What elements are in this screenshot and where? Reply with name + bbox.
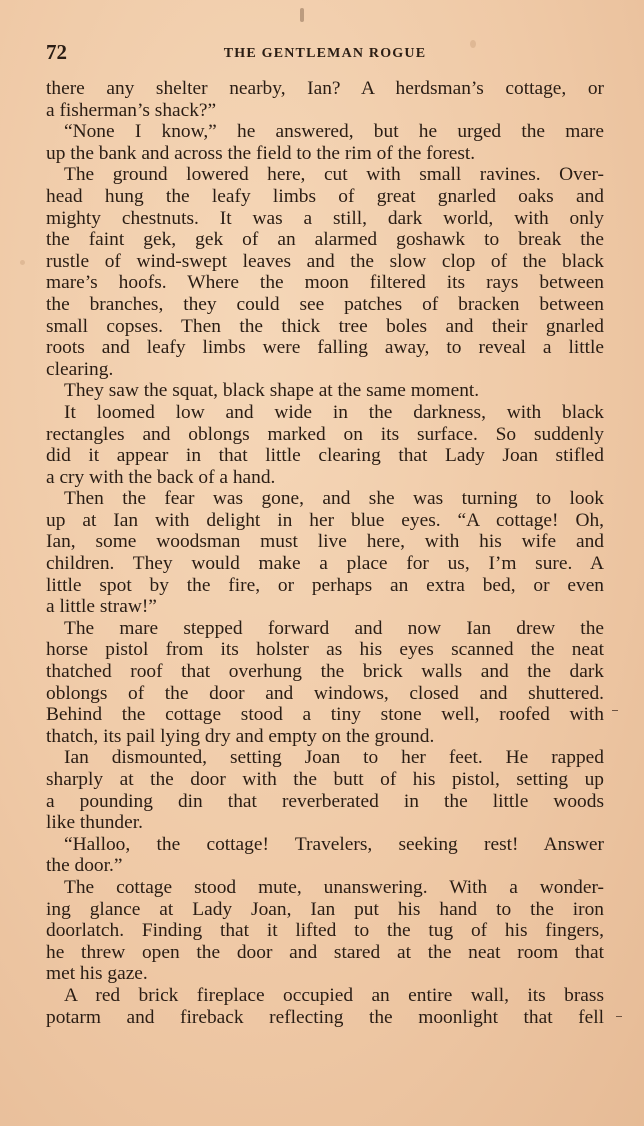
text-line: a cry with the back of a hand. <box>46 466 276 488</box>
margin-mark <box>612 710 618 711</box>
text-line: “Halloo, the cottage! Travelers, seeking rest! Answer <box>64 833 604 855</box>
text-line: The ground lowered here, cut with small ravines. Over- <box>64 164 604 186</box>
text-line: the faint gek, gek of an alarmed goshawk to break the <box>46 229 604 251</box>
text-line: rectangles and oblongs marked on its surface. So suddenly <box>46 423 604 445</box>
text-line: “None I know,” he answered, but he urged the mare <box>64 121 604 143</box>
text-line: up at Ian with delight in her blue eyes. “A cottage! Oh, <box>46 509 604 531</box>
text-line: thatched roof that overhung the brick walls and the dark <box>46 661 604 683</box>
text-line: like thunder. <box>46 812 143 834</box>
text-line: there any shelter nearby, Ian? A herdsman’s cottage, or <box>46 78 604 99</box>
text-line: potarm and fireback reflecting the moonlight that fell <box>46 1006 604 1028</box>
text-line: the branches, they could see patches of bracken between <box>46 293 604 315</box>
text-line: rustle of wind-swept leaves and the slow clop of the black <box>46 250 604 272</box>
text-line: the door.” <box>46 855 123 877</box>
text-line: The mare stepped forward and now Ian drew the <box>64 617 604 639</box>
text-line: head hung the leafy limbs of great gnarled oaks and <box>46 185 604 207</box>
page-blemish <box>300 8 304 22</box>
text-line: thatch, its pail lying dry and empty on the ground. <box>46 725 435 747</box>
page-header <box>46 40 604 68</box>
page-blemish <box>20 260 25 265</box>
text-line: A red brick fireplace occupied an entire wall, its brass <box>64 984 604 1006</box>
text-line: a pounding din that reverberated in the little woods <box>46 790 604 812</box>
text-line: It loomed low and wide in the darkness, with black <box>64 401 604 423</box>
text-line: he threw open the door and stared at the neat room that <box>46 941 604 963</box>
text-line: a fisherman’s shack?” <box>46 99 217 121</box>
text-line: Then the fear was gone, and she was turning to look <box>64 488 604 510</box>
text-line: The cottage stood mute, unanswering. With a wonder- <box>64 876 604 898</box>
text-line: up the bank and across the field to the rim of the forest. <box>46 142 476 164</box>
text-line: Ian dismounted, setting Joan to her feet. He rapped <box>64 747 604 769</box>
page-number: 72 <box>46 40 67 64</box>
text-line: met his gaze. <box>46 963 148 985</box>
text-line: horse pistol from its holster as his eyes scanned the neat <box>46 639 604 661</box>
text-line: clearing. <box>46 358 114 380</box>
text-line: small copses. Then the thick tree boles and their gnarled <box>46 315 604 337</box>
text-line: mighty chestnuts. It was a still, dark world, with only <box>46 207 604 229</box>
text-line: Behind the cottage stood a tiny stone well, roofed with <box>46 704 604 726</box>
body-text <box>46 78 604 1028</box>
text-line: Ian, some woodsman must live here, with his wife and <box>46 531 604 553</box>
text-line: roots and leafy limbs were falling away, to reveal a little <box>46 337 604 359</box>
text-line: They saw the squat, black shape at the same moment. <box>64 380 480 402</box>
text-line: oblongs of the door and windows, closed and shuttered. <box>46 682 604 704</box>
text-line: a little straw!” <box>46 596 157 618</box>
text-line: ing glance at Lady Joan, Ian put his hand to the iron <box>46 898 604 920</box>
running-head: THE GENTLEMAN ROGUE <box>223 46 427 61</box>
margin-mark <box>616 1016 622 1017</box>
text-line: doorlatch. Finding that it lifted to the tug of his fingers, <box>46 920 604 942</box>
text-line: little spot by the fire, or perhaps an extra bed, or even <box>46 574 604 596</box>
text-line: sharply at the door with the butt of his pistol, setting up <box>46 769 604 790</box>
text-line: mare’s hoofs. Where the moon filtered its rays between <box>46 272 604 294</box>
text-line: children. They would make a place for us, I’m sure. A <box>46 553 604 575</box>
text-line: did it appear in that little clearing that Lady Joan stifled <box>46 445 604 467</box>
